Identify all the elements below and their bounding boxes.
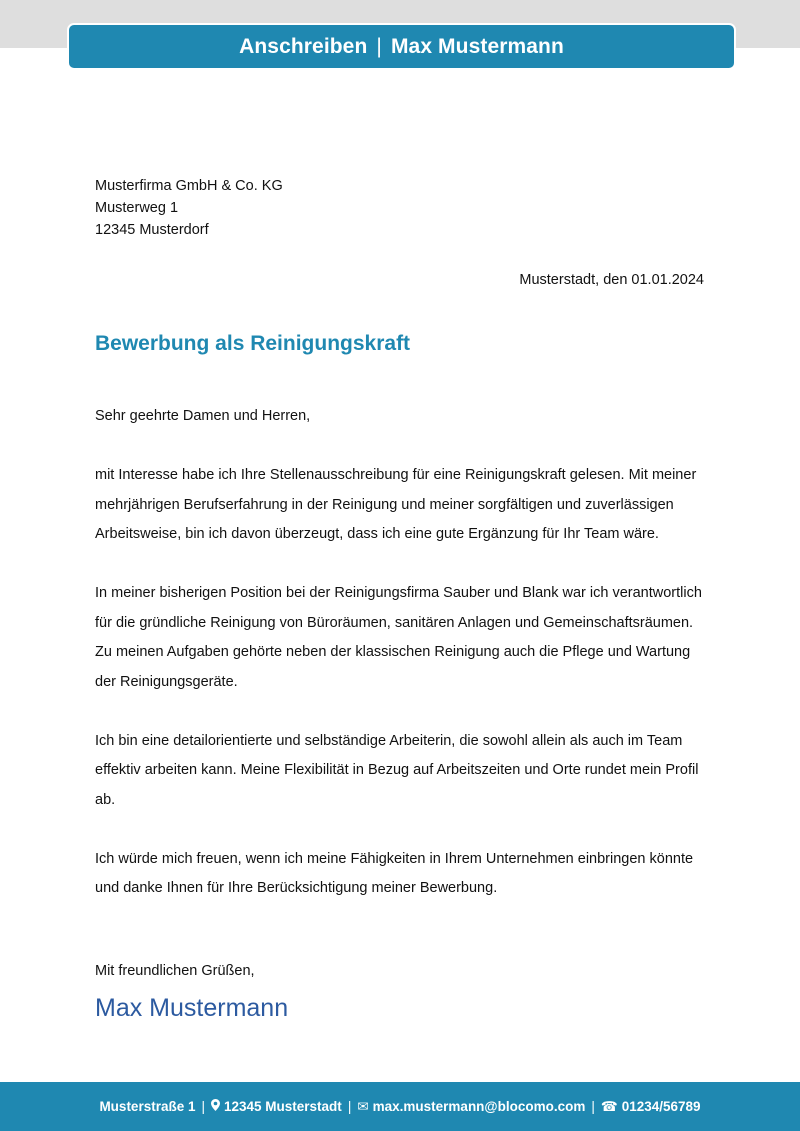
footer-separator: | [347, 1099, 352, 1114]
recipient-street: Musterweg 1 [95, 200, 179, 216]
recipient-company: Musterfirma GmbH & Co. KG [95, 178, 283, 194]
footer-separator: | [591, 1099, 595, 1114]
envelope-icon: ✉ [357, 1098, 369, 1114]
date-line: Musterstadt, den 01.01.2024 [519, 272, 704, 288]
header-separator: | [376, 34, 382, 58]
letter-body [95, 402, 710, 933]
body-paragraph: mit Interesse habe ich Ihre Stellenausschreibung für eine Reinigungskraft gelesen. Mit meiner mehrjährigen Berufserfahrung in der Reinigung und meiner sorgfältigen und zuverlässigen Arbeitsweise, bin ich davon überzeugt, dass ich eine gute Ergänzung für Ihr Team wäre. [95, 467, 697, 542]
header-bar [67, 23, 736, 70]
footer-separator: | [201, 1099, 205, 1114]
body-paragraph: Ich würde mich freuen, wenn ich meine Fähigkeiten in Ihrem Unternehmen einbringen könnte und danke Ihnen für Ihre Berücksichtigung meiner Bewerbung. [95, 850, 694, 896]
recipient-city: 12345 Musterdorf [95, 222, 209, 238]
salutation: Sehr geehrte Damen und Herren, [95, 408, 311, 424]
footer-phone[interactable]: 01234/56789 [621, 1099, 701, 1114]
footer-address: Musterstraße 1 [99, 1099, 196, 1114]
body-paragraph: Ich bin eine detailorientierte und selbständige Arbeiterin, die sowohl allein als auch im Team effektiv arbeiten kann. Meine Flexibilität in Bezug auf Arbeitszeiten und Orte rundet mein Profil ab. [95, 732, 699, 808]
subject-line: Bewerbung als Reinigungskraft [95, 332, 411, 355]
body-paragraph: In meiner bisherigen Position bei der Reinigungsfirma Sauber und Blank war ich verantwortlich für die gründliche Reinigung von Büroräumen, sanitären Anlagen und Gemeinschaftsräumen. Zu meinen Aufgaben gehörte neben der klassischen Reinigung auch die Pflege und Wartung der Reinigungsgeräte. [95, 585, 702, 690]
header-title: Anschreiben [239, 34, 368, 58]
recipient-address [95, 175, 283, 241]
footer-email[interactable]: max.mustermann@blocomo.com [372, 1099, 586, 1114]
footer-bar [0, 1082, 800, 1131]
telephone-icon: ☎ [600, 1098, 618, 1114]
footer-city: 12345 Musterstadt [224, 1099, 342, 1114]
header-name: Max Mustermann [390, 34, 564, 58]
closing: Mit freundlichen Grüßen, [95, 963, 255, 979]
location-pin-icon [211, 1099, 220, 1114]
signature: Max Mustermann [95, 994, 289, 1022]
